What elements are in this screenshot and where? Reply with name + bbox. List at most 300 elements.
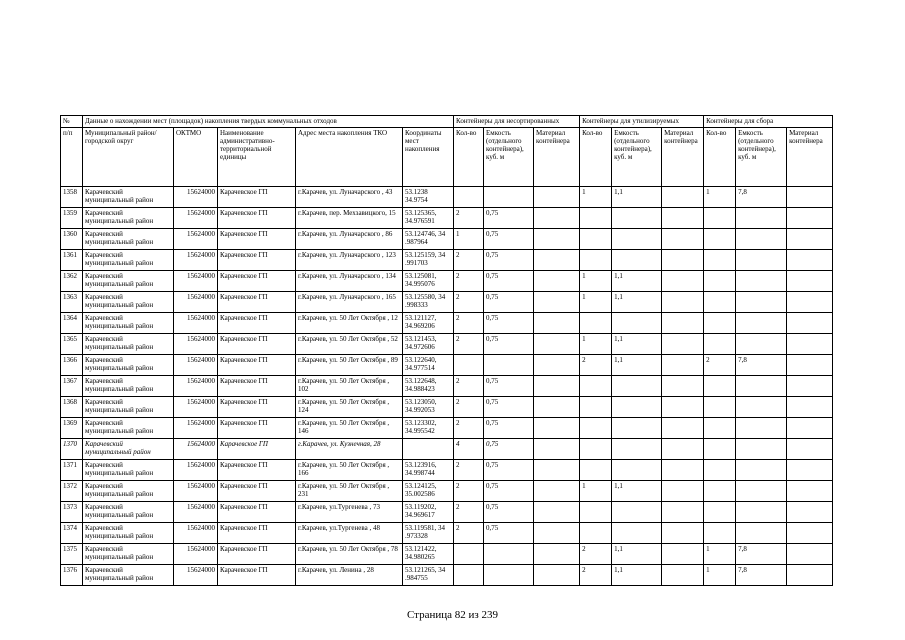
cell-collect-cap <box>736 376 787 397</box>
cell-recycle-qty <box>580 397 612 418</box>
cell-unsorted-qty: 2 <box>454 418 484 439</box>
cell-recycle-mat <box>662 544 704 565</box>
cell-recycle-mat <box>662 481 704 502</box>
cell-unsorted-mat <box>534 481 580 502</box>
cell-recycle-qty: 1 <box>580 187 612 208</box>
cell-address: г.Карачев, ул. Луначарского , 134 <box>296 271 403 292</box>
cell-coords: 53.125159, 34 .991703 <box>403 250 454 271</box>
cell-recycle-qty <box>580 229 612 250</box>
cell-unsorted-mat <box>534 208 580 229</box>
cell-collect-mat <box>787 292 833 313</box>
cell-recycle-mat <box>662 460 704 481</box>
cell-unsorted-mat <box>534 502 580 523</box>
header-admin-unit: Наименование административно-территориальной единицы <box>218 128 296 187</box>
cell-unsorted-qty: 2 <box>454 481 484 502</box>
cell-recycle-mat <box>662 271 704 292</box>
cell-unsorted-cap: 0,75 <box>484 313 534 334</box>
cell-unsorted-mat <box>534 187 580 208</box>
header-group-unsorted: Контейнеры для несортированных <box>454 116 580 128</box>
cell-recycle-cap <box>612 250 662 271</box>
cell-recycle-mat <box>662 229 704 250</box>
cell-admin-unit: Карачевское ГП <box>218 397 296 418</box>
cell-collect-qty <box>704 418 736 439</box>
cell-district: Карачевский муниципальный район <box>83 292 174 313</box>
cell-collect-cap: 7,8 <box>736 355 787 376</box>
cell-recycle-mat <box>662 208 704 229</box>
cell-recycle-cap: 1,1 <box>612 271 662 292</box>
cell-unsorted-mat <box>534 565 580 586</box>
cell-unsorted-qty: 2 <box>454 271 484 292</box>
header-coords: Координаты мест накопления <box>403 128 454 187</box>
table-row <box>61 376 833 397</box>
cell-unsorted-qty <box>454 355 484 376</box>
cell-collect-mat <box>787 208 833 229</box>
cell-address: г.Карачев, ул.Тургенева , 48 <box>296 523 403 544</box>
cell-unsorted-qty: 2 <box>454 502 484 523</box>
cell-collect-mat <box>787 502 833 523</box>
cell-collect-mat <box>787 250 833 271</box>
cell-recycle-qty <box>580 502 612 523</box>
cell-unsorted-cap: 0,75 <box>484 334 534 355</box>
cell-unsorted-qty: 2 <box>454 334 484 355</box>
cell-oktmo: 15624000 <box>174 292 218 313</box>
cell-unsorted-mat <box>534 439 580 460</box>
cell-collect-qty: 1 <box>704 187 736 208</box>
header-address: Адрес места накопления ТКО <box>296 128 403 187</box>
cell-recycle-qty: 2 <box>580 565 612 586</box>
cell-oktmo: 15624000 <box>174 502 218 523</box>
cell-address: г.Карачев, ул. 50 Лет Октября , 146 <box>296 418 403 439</box>
cell-address: г.Карачев, ул. 50 Лет Октября , 124 <box>296 397 403 418</box>
cell-oktmo: 15624000 <box>174 250 218 271</box>
cell-address: г.Карачев, ул. 50 Лет Октября , 231 <box>296 481 403 502</box>
cell-oktmo: 15624000 <box>174 355 218 376</box>
cell-address: г.Карачев, ул. Луначарского , 165 <box>296 292 403 313</box>
cell-address: г.Карачев, ул. 50 Лет Октября , 78 <box>296 544 403 565</box>
cell-collect-qty <box>704 313 736 334</box>
cell-collect-mat <box>787 334 833 355</box>
cell-collect-cap <box>736 313 787 334</box>
table-row <box>61 292 833 313</box>
cell-collect-cap <box>736 460 787 481</box>
cell-recycle-cap <box>612 439 662 460</box>
header-collect-qty: Кол-во <box>704 128 736 187</box>
cell-coords: 53.119581, 34 .973328 <box>403 523 454 544</box>
cell-recycle-cap: 1,1 <box>612 544 662 565</box>
cell-unsorted-cap: 0,75 <box>484 502 534 523</box>
cell-unsorted-qty: 2 <box>454 523 484 544</box>
cell-recycle-qty: 2 <box>580 544 612 565</box>
header-recycle-mat: Материал контейнера <box>662 128 704 187</box>
cell-collect-qty <box>704 397 736 418</box>
cell-recycle-cap <box>612 418 662 439</box>
cell-collect-cap <box>736 208 787 229</box>
cell-no: 1360 <box>61 229 83 250</box>
cell-collect-cap <box>736 250 787 271</box>
cell-no: 1373 <box>61 502 83 523</box>
cell-unsorted-qty <box>454 565 484 586</box>
cell-collect-qty: 1 <box>704 544 736 565</box>
cell-oktmo: 15624000 <box>174 565 218 586</box>
cell-collect-qty <box>704 376 736 397</box>
cell-district: Карачевский муниципальный район <box>83 523 174 544</box>
cell-admin-unit: Карачевское ГП <box>218 355 296 376</box>
table-row <box>61 208 833 229</box>
cell-recycle-qty: 1 <box>580 481 612 502</box>
cell-district: Карачевский муниципальный район <box>83 250 174 271</box>
cell-collect-mat <box>787 418 833 439</box>
cell-unsorted-mat <box>534 250 580 271</box>
cell-unsorted-qty: 2 <box>454 292 484 313</box>
cell-recycle-mat <box>662 250 704 271</box>
cell-no: 1367 <box>61 376 83 397</box>
cell-recycle-cap <box>612 208 662 229</box>
cell-no: 1362 <box>61 271 83 292</box>
cell-collect-mat <box>787 460 833 481</box>
cell-admin-unit: Карачевское ГП <box>218 439 296 460</box>
cell-district: Карачевский муниципальный район <box>83 418 174 439</box>
cell-admin-unit: Карачевское ГП <box>218 460 296 481</box>
cell-district: Карачевский муниципальный район <box>83 481 174 502</box>
cell-oktmo: 15624000 <box>174 544 218 565</box>
cell-unsorted-cap: 0,75 <box>484 460 534 481</box>
cell-district: Карачевский муниципальный район <box>83 355 174 376</box>
cell-recycle-mat <box>662 187 704 208</box>
cell-unsorted-qty: 1 <box>454 229 484 250</box>
cell-address: г.Карачев, ул. Луначарского , 86 <box>296 229 403 250</box>
cell-unsorted-qty <box>454 187 484 208</box>
cell-unsorted-cap <box>484 565 534 586</box>
cell-collect-qty <box>704 460 736 481</box>
cell-collect-qty <box>704 271 736 292</box>
cell-recycle-cap <box>612 460 662 481</box>
cell-collect-mat <box>787 376 833 397</box>
cell-district: Карачевский муниципальный район <box>83 544 174 565</box>
cell-collect-qty <box>704 481 736 502</box>
cell-collect-qty <box>704 292 736 313</box>
cell-collect-qty <box>704 229 736 250</box>
cell-admin-unit: Карачевское ГП <box>218 418 296 439</box>
cell-oktmo: 15624000 <box>174 481 218 502</box>
cell-collect-mat <box>787 229 833 250</box>
cell-coords: 53.125081, 34.995076 <box>403 271 454 292</box>
cell-admin-unit: Карачевское ГП <box>218 271 296 292</box>
table-row <box>61 355 833 376</box>
cell-unsorted-mat <box>534 355 580 376</box>
cell-address: г.Карачев, ул. 50 Лет Октября , 166 <box>296 460 403 481</box>
cell-recycle-mat <box>662 418 704 439</box>
header-row-columns <box>61 128 833 187</box>
cell-coords: 53.122640, 34.977514 <box>403 355 454 376</box>
cell-collect-mat <box>787 397 833 418</box>
header-group-collect: Контейнеры для сбора <box>704 116 833 128</box>
cell-unsorted-qty: 2 <box>454 250 484 271</box>
cell-unsorted-mat <box>534 376 580 397</box>
cell-collect-mat <box>787 523 833 544</box>
table-row <box>61 313 833 334</box>
cell-coords: 53.1238 34.9754 <box>403 187 454 208</box>
cell-oktmo: 15624000 <box>174 397 218 418</box>
cell-collect-cap <box>736 439 787 460</box>
cell-coords: 53.122648, 34.988423 <box>403 376 454 397</box>
cell-collect-mat <box>787 565 833 586</box>
cell-collect-mat <box>787 187 833 208</box>
cell-no: 1375 <box>61 544 83 565</box>
cell-unsorted-qty: 2 <box>454 397 484 418</box>
cell-coords: 53.121453, 34.972606 <box>403 334 454 355</box>
cell-admin-unit: Карачевское ГП <box>218 292 296 313</box>
cell-recycle-mat <box>662 439 704 460</box>
cell-recycle-mat <box>662 292 704 313</box>
cell-no: 1371 <box>61 460 83 481</box>
cell-recycle-qty <box>580 418 612 439</box>
cell-no: 1374 <box>61 523 83 544</box>
cell-unsorted-cap <box>484 544 534 565</box>
table-row <box>61 439 833 460</box>
cell-oktmo: 15624000 <box>174 418 218 439</box>
cell-unsorted-mat <box>534 460 580 481</box>
cell-collect-cap: 7,8 <box>736 565 787 586</box>
cell-district: Карачевский муниципальный район <box>83 271 174 292</box>
cell-recycle-cap: 1,1 <box>612 481 662 502</box>
cell-recycle-mat <box>662 313 704 334</box>
cell-unsorted-cap: 0,75 <box>484 418 534 439</box>
cell-coords: 53.125365, 34.976591 <box>403 208 454 229</box>
cell-recycle-cap <box>612 502 662 523</box>
cell-admin-unit: Карачевское ГП <box>218 523 296 544</box>
table-row <box>61 250 833 271</box>
cell-collect-qty: 1 <box>704 565 736 586</box>
cell-no: 1369 <box>61 418 83 439</box>
cell-recycle-qty <box>580 439 612 460</box>
cell-admin-unit: Карачевское ГП <box>218 208 296 229</box>
cell-unsorted-qty: 2 <box>454 208 484 229</box>
cell-address: г.Карачев, ул. 50 Лет Октября , 12 <box>296 313 403 334</box>
cell-recycle-qty <box>580 208 612 229</box>
cell-unsorted-cap: 0,75 <box>484 292 534 313</box>
table-row <box>61 271 833 292</box>
cell-unsorted-cap: 0,75 <box>484 376 534 397</box>
cell-admin-unit: Карачевское ГП <box>218 187 296 208</box>
cell-recycle-cap <box>612 313 662 334</box>
cell-oktmo: 15624000 <box>174 460 218 481</box>
header-group-recycle: Контейнеры для утилизируемых <box>580 116 704 128</box>
cell-collect-mat <box>787 544 833 565</box>
cell-unsorted-cap: 0,75 <box>484 229 534 250</box>
cell-unsorted-qty: 4 <box>454 439 484 460</box>
header-recycle-qty: Кол-во <box>580 128 612 187</box>
cell-recycle-cap: 1,1 <box>612 355 662 376</box>
cell-coords: 53.123302, 34.995542 <box>403 418 454 439</box>
cell-district: Карачевский муниципальный район <box>83 376 174 397</box>
cell-unsorted-qty <box>454 544 484 565</box>
cell-recycle-qty <box>580 250 612 271</box>
table-row <box>61 397 833 418</box>
cell-recycle-qty <box>580 376 612 397</box>
cell-coords: 53.124125, 35.002586 <box>403 481 454 502</box>
cell-unsorted-mat <box>534 229 580 250</box>
cell-address: г.Карачев, ул. 50 Лет Октября , 89 <box>296 355 403 376</box>
cell-recycle-mat <box>662 376 704 397</box>
cell-admin-unit: Карачевское ГП <box>218 376 296 397</box>
cell-no: 1361 <box>61 250 83 271</box>
cell-recycle-qty: 1 <box>580 292 612 313</box>
cell-coords <box>403 439 454 460</box>
cell-recycle-cap <box>612 376 662 397</box>
cell-admin-unit: Карачевское ГП <box>218 565 296 586</box>
header-group-site: Данные о нахождении мест (площадок) накопления твердых коммунальных отходов <box>83 116 454 128</box>
cell-unsorted-mat <box>534 544 580 565</box>
cell-district: Карачевский муниципальный район <box>83 397 174 418</box>
header-no: № <box>61 116 83 128</box>
cell-recycle-cap <box>612 523 662 544</box>
cell-recycle-mat <box>662 334 704 355</box>
cell-unsorted-mat <box>534 334 580 355</box>
cell-no: 1358 <box>61 187 83 208</box>
cell-unsorted-mat <box>534 418 580 439</box>
cell-collect-cap <box>736 523 787 544</box>
cell-address: г.Карачев, ул. Кузнечная, 28 <box>296 439 403 460</box>
cell-oktmo: 15624000 <box>174 439 218 460</box>
cell-no: 1370 <box>61 439 83 460</box>
cell-district: Карачевский муниципальный район <box>83 334 174 355</box>
cell-address: г.Карачев, ул. Луначарского , 123 <box>296 250 403 271</box>
cell-no: 1365 <box>61 334 83 355</box>
cell-unsorted-cap <box>484 187 534 208</box>
header-collect-mat: Материал контейнера <box>787 128 833 187</box>
cell-oktmo: 15624000 <box>174 376 218 397</box>
cell-no: 1363 <box>61 292 83 313</box>
table-row <box>61 229 833 250</box>
table-row <box>61 481 833 502</box>
cell-unsorted-cap: 0,75 <box>484 439 534 460</box>
cell-oktmo: 15624000 <box>174 313 218 334</box>
cell-address: г.Карачев, ул.Тургенева , 73 <box>296 502 403 523</box>
cell-collect-cap <box>736 397 787 418</box>
cell-collect-cap <box>736 481 787 502</box>
cell-unsorted-qty: 2 <box>454 313 484 334</box>
cell-recycle-mat <box>662 502 704 523</box>
cell-collect-mat <box>787 355 833 376</box>
containers-table <box>60 115 833 586</box>
cell-no: 1376 <box>61 565 83 586</box>
cell-no: 1359 <box>61 208 83 229</box>
cell-recycle-cap: 1,1 <box>612 292 662 313</box>
cell-recycle-qty: 1 <box>580 334 612 355</box>
cell-collect-qty <box>704 439 736 460</box>
cell-address: г.Карачев, ул. Ленина , 28 <box>296 565 403 586</box>
cell-recycle-cap <box>612 397 662 418</box>
cell-admin-unit: Карачевское ГП <box>218 334 296 355</box>
table-row <box>61 460 833 481</box>
table-row <box>61 187 833 208</box>
cell-recycle-mat <box>662 565 704 586</box>
cell-recycle-cap <box>612 229 662 250</box>
cell-no: 1364 <box>61 313 83 334</box>
header-unsorted-cap: Емкость (отдельного контейнера), куб. м <box>484 128 534 187</box>
cell-address: г.Карачев, ул. 50 Лет Октября , 52 <box>296 334 403 355</box>
table-row <box>61 334 833 355</box>
cell-recycle-cap: 1,1 <box>612 334 662 355</box>
cell-address: г.Карачев, ул. 50 Лет Октября , 102 <box>296 376 403 397</box>
cell-district: Карачевский муниципальный район <box>83 229 174 250</box>
cell-collect-qty <box>704 334 736 355</box>
cell-unsorted-mat <box>534 271 580 292</box>
cell-district: Карачевский муниципальный район <box>83 313 174 334</box>
cell-recycle-qty <box>580 460 612 481</box>
cell-recycle-mat <box>662 397 704 418</box>
table-row <box>61 565 833 586</box>
cell-admin-unit: Карачевское ГП <box>218 229 296 250</box>
cell-coords: 53.121422, 34.980265 <box>403 544 454 565</box>
page-number: Страница 82 из 239 <box>406 609 499 621</box>
header-unsorted-mat: Материал контейнера <box>534 128 580 187</box>
header-unsorted-qty: Кол-во <box>454 128 484 187</box>
header-collect-cap: Емкость (отдельного контейнера), куб. м <box>736 128 787 187</box>
cell-unsorted-mat <box>534 397 580 418</box>
cell-recycle-qty: 1 <box>580 271 612 292</box>
cell-coords: 53.125580, 34 .998333 <box>403 292 454 313</box>
cell-district: Карачевский муниципальный район <box>83 439 174 460</box>
header-no2: п/п <box>61 128 83 187</box>
cell-coords: 53.123050, 34.992053 <box>403 397 454 418</box>
cell-collect-mat <box>787 313 833 334</box>
header-row-groups <box>61 116 833 128</box>
cell-recycle-qty <box>580 523 612 544</box>
cell-collect-cap <box>736 502 787 523</box>
cell-recycle-qty: 2 <box>580 355 612 376</box>
cell-collect-cap <box>736 271 787 292</box>
cell-unsorted-mat <box>534 313 580 334</box>
header-district: Муниципальный район/городской округ <box>83 128 174 187</box>
cell-unsorted-cap <box>484 355 534 376</box>
table-row <box>61 418 833 439</box>
cell-collect-mat <box>787 271 833 292</box>
cell-oktmo: 15624000 <box>174 271 218 292</box>
cell-no: 1372 <box>61 481 83 502</box>
cell-unsorted-cap: 0,75 <box>484 271 534 292</box>
cell-admin-unit: Карачевское ГП <box>218 502 296 523</box>
cell-oktmo: 15624000 <box>174 187 218 208</box>
cell-recycle-cap: 1,1 <box>612 565 662 586</box>
cell-coords: 53.124746, 34 .987964 <box>403 229 454 250</box>
cell-unsorted-cap: 0,75 <box>484 250 534 271</box>
cell-recycle-qty <box>580 313 612 334</box>
cell-district: Карачевский муниципальный район <box>83 187 174 208</box>
cell-admin-unit: Карачевское ГП <box>218 313 296 334</box>
cell-collect-cap <box>736 229 787 250</box>
cell-unsorted-qty: 2 <box>454 376 484 397</box>
cell-coords: 53.121265, 34 .984755 <box>403 565 454 586</box>
cell-district: Карачевский муниципальный район <box>83 208 174 229</box>
cell-address: г.Карачев, ул. Луначарского , 43 <box>296 187 403 208</box>
cell-collect-cap <box>736 292 787 313</box>
cell-collect-qty <box>704 502 736 523</box>
cell-admin-unit: Карачевское ГП <box>218 250 296 271</box>
cell-oktmo: 15624000 <box>174 523 218 544</box>
cell-unsorted-cap: 0,75 <box>484 481 534 502</box>
table-row <box>61 502 833 523</box>
cell-address: г.Карачев, пер. Мехзавицкого, 15 <box>296 208 403 229</box>
cell-admin-unit: Карачевское ГП <box>218 481 296 502</box>
cell-collect-qty <box>704 208 736 229</box>
cell-no: 1366 <box>61 355 83 376</box>
cell-collect-qty <box>704 250 736 271</box>
cell-recycle-mat <box>662 523 704 544</box>
table-body <box>61 187 833 586</box>
cell-unsorted-cap: 0,75 <box>484 523 534 544</box>
cell-unsorted-cap: 0,75 <box>484 208 534 229</box>
